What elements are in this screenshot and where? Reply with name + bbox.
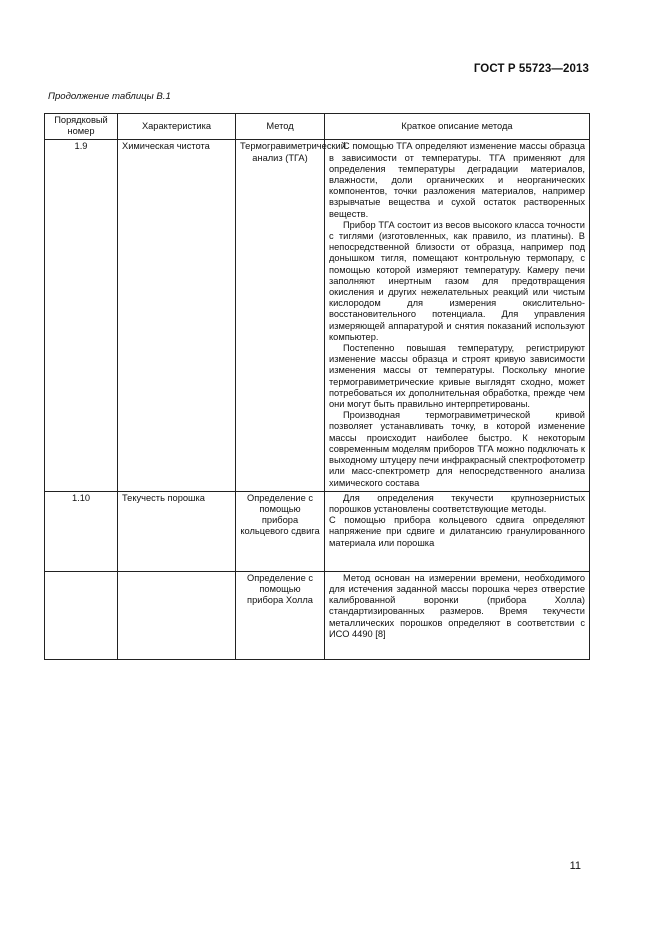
row-number [45,571,118,659]
row-description [325,491,590,571]
row-characteristic: Химическая чистота [118,140,236,491]
row-method: Определение с помощью прибора Холла [236,571,325,659]
document-code: ГОСТ Р 55723—2013 [473,63,589,75]
row-method: Определение с помощью прибора кольцевого сдвига [236,491,325,571]
description-paragraph: С помощью ТГА определяют изменение массы образца в зависимости от температуры. ТГА применяют для определения температуры деградации материалов, влажности, доли органических и неорганических компонентов, точки разложения материалов, например взрывчатые вещества и сухой остаток растворенных веществ. [329,141,585,219]
row-method: Термогравиметрический анализ (ТГА) [236,140,325,491]
row-characteristic [118,571,236,659]
table-header-row [45,114,590,140]
column-header-number: Порядковый номер [45,114,118,140]
description-paragraph: Прибор ТГА состоит из весов высокого класса точности с тиглями (изготовленных, как правило, из платины). В непосредственной близости от образца, например под донышком тигля, помещают контрольную термопару, с помощью которой измеряют температуру. Камеру печи заполняют инертным газом для предотвращения окисления и других нежелательных реакций или чистым кислородом для измерения окислительно-восстановительного потенциала. Для управления измеряющей аппаратурой и снятия показаний используют компьютер. [329,219,585,342]
row-description [325,571,590,659]
row-description [325,140,590,491]
table-continuation-caption: Продолжение таблицы В.1 [48,91,171,102]
table-row [45,140,590,491]
row-number: 1.10 [45,491,118,571]
column-header-method: Метод [236,114,325,140]
description-paragraph: Метод основан на измерении времени, необходимого для истечения заданной массы порошка через отверстие калиброванной воронки (прибора Холла) стандартизированных размеров. Время текучести металлических порошков определяют в соответствии с ИСО 4490 [8] [329,572,585,639]
methods-table [44,113,590,660]
column-header-characteristic: Характеристика [118,114,236,140]
row-characteristic: Текучесть порошка [118,491,236,571]
table-row [45,571,590,659]
description-paragraph: Производная термогравиметрической кривой позволяет устанавливать точку, в которой изменение массы происходит наиболее быстро. К некоторым современным моделям приборов ТГА можно подключать к выходному штуцеру печи инфракрасный спектрофотометр или масс-спектрометр для непосредственного анализа химического состава [329,410,585,488]
page-number: 11 [569,860,581,872]
column-header-description: Краткое описание метода [325,114,590,140]
description-paragraph: Для определения текучести крупнозернистых порошков установлены соответствующие методы. [329,492,585,514]
description-paragraph: С помощью прибора кольцевого сдвига определяют напряжение при сдвиге и дилатансию гранулированного материала или порошка [329,515,585,548]
description-paragraph: Постепенно повышая температуру, регистрируют изменение массы образца и строят кривую зависимости изменения массы от температуры. Поскольку многие термогравиметрические кривые выглядят сходно, может потребоваться их дополнительная обработка, прежде чем они могут быть правильно интерпретированы. [329,343,585,410]
row-number: 1.9 [45,140,118,491]
table-row [45,491,590,571]
